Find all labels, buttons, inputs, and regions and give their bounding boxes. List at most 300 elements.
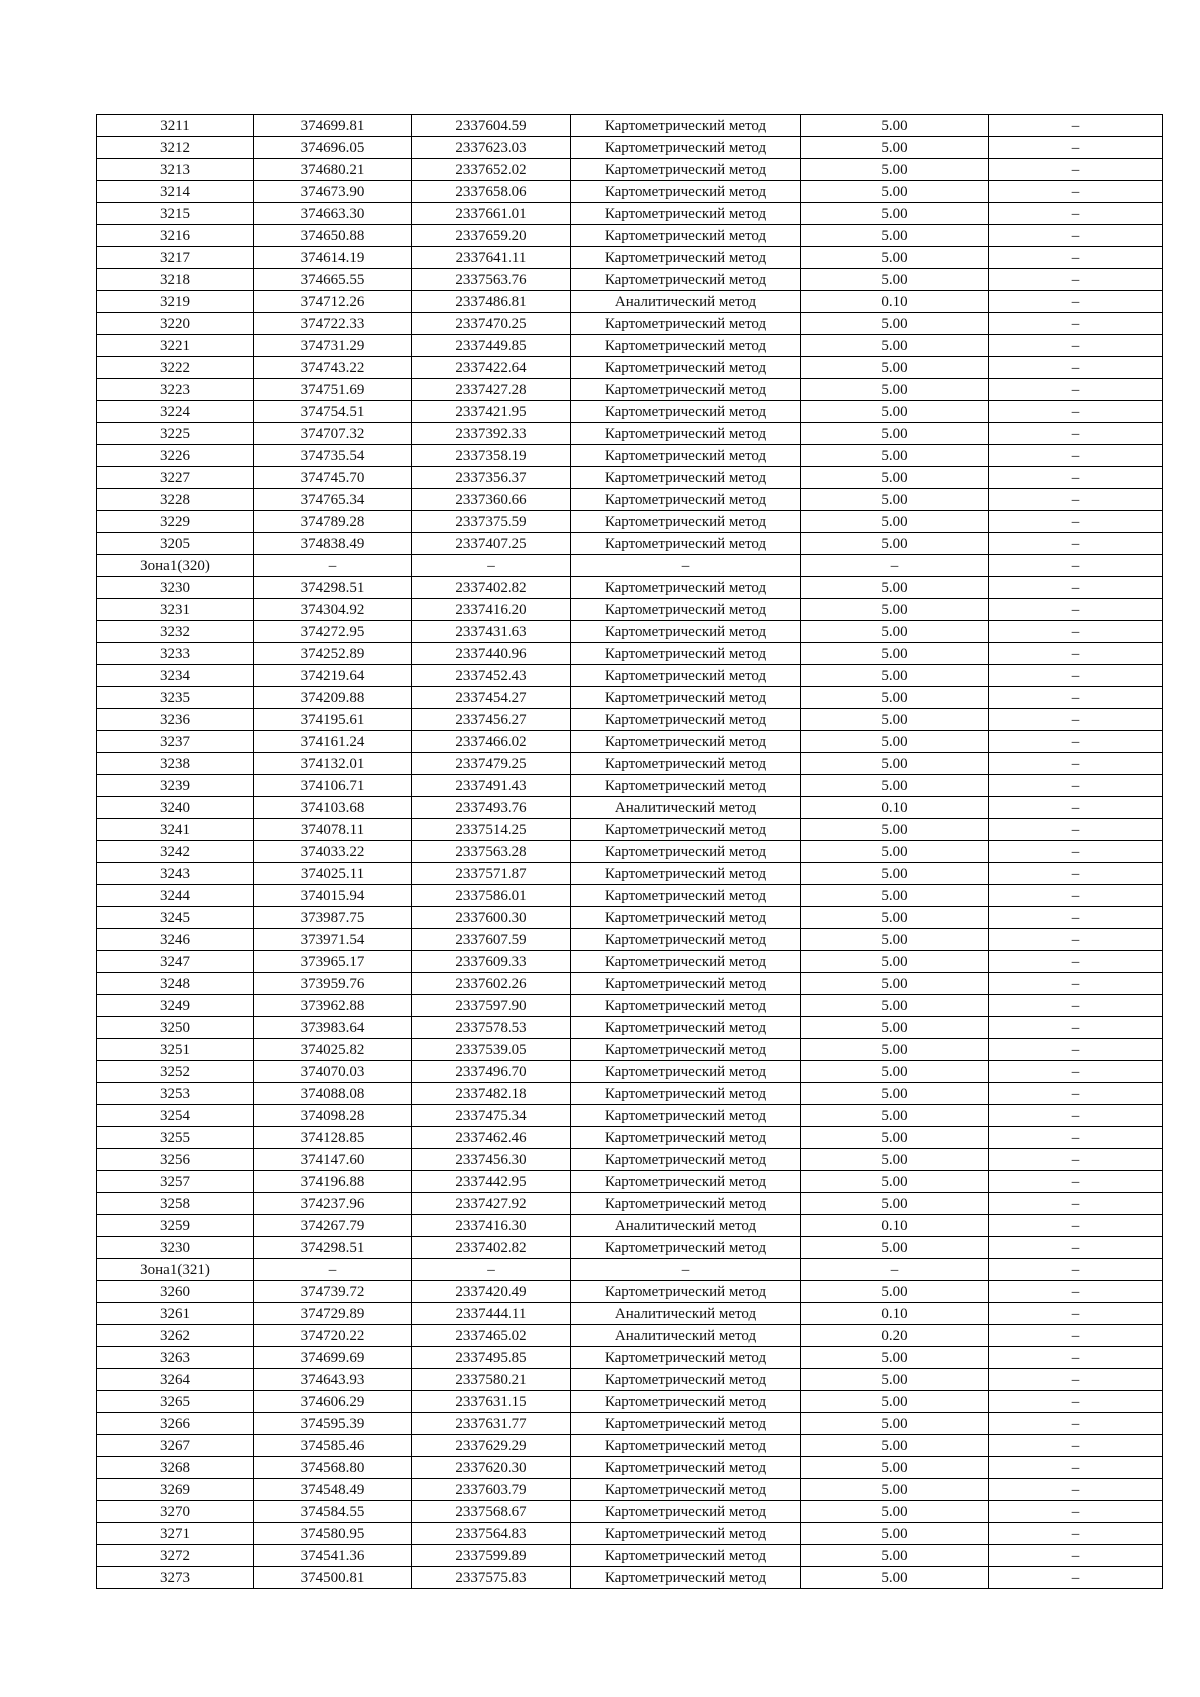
method-cell: Картометрический метод <box>571 1545 801 1567</box>
point-number-cell: 3205 <box>97 533 254 555</box>
x-coordinate-cell: 374584.55 <box>254 1501 412 1523</box>
point-number-cell: 3269 <box>97 1479 254 1501</box>
y-coordinate-cell: 2337607.59 <box>412 929 571 951</box>
y-coordinate-cell: 2337623.03 <box>412 137 571 159</box>
table-row <box>97 445 1163 467</box>
accuracy-cell: 5.00 <box>801 885 989 907</box>
table-row <box>97 1545 1163 1567</box>
x-coordinate-cell: 374729.89 <box>254 1303 412 1325</box>
x-coordinate-cell: 374745.70 <box>254 467 412 489</box>
x-coordinate-cell: 373962.88 <box>254 995 412 1017</box>
table-row <box>97 1369 1163 1391</box>
table-row <box>97 1149 1163 1171</box>
point-number-cell: 3225 <box>97 423 254 445</box>
description-cell: – <box>989 555 1163 577</box>
method-cell: Картометрический метод <box>571 1369 801 1391</box>
method-cell: Картометрический метод <box>571 1017 801 1039</box>
method-cell: Аналитический метод <box>571 797 801 819</box>
table-row <box>97 577 1163 599</box>
point-number-cell: 3249 <box>97 995 254 1017</box>
y-coordinate-cell: 2337482.18 <box>412 1083 571 1105</box>
method-cell: Картометрический метод <box>571 357 801 379</box>
table-row <box>97 1391 1163 1413</box>
table-row <box>97 599 1163 621</box>
y-coordinate-cell: 2337629.29 <box>412 1435 571 1457</box>
table-row <box>97 1171 1163 1193</box>
y-coordinate-cell: 2337360.66 <box>412 489 571 511</box>
method-cell: Картометрический метод <box>571 1237 801 1259</box>
y-coordinate-cell: 2337462.46 <box>412 1127 571 1149</box>
point-number-cell: 3259 <box>97 1215 254 1237</box>
x-coordinate-cell: 374751.69 <box>254 379 412 401</box>
method-cell: Картометрический метод <box>571 1457 801 1479</box>
y-coordinate-cell: 2337597.90 <box>412 995 571 1017</box>
table-row <box>97 1017 1163 1039</box>
accuracy-cell: 5.00 <box>801 203 989 225</box>
point-number-cell: 3217 <box>97 247 254 269</box>
point-number-cell: 3256 <box>97 1149 254 1171</box>
y-coordinate-cell: 2337599.89 <box>412 1545 571 1567</box>
description-cell: – <box>989 577 1163 599</box>
x-coordinate-cell: 374033.22 <box>254 841 412 863</box>
table-row <box>97 819 1163 841</box>
y-coordinate-cell: 2337470.25 <box>412 313 571 335</box>
accuracy-cell: 5.00 <box>801 819 989 841</box>
x-coordinate-cell: 374237.96 <box>254 1193 412 1215</box>
description-cell: – <box>989 181 1163 203</box>
x-coordinate-cell: 374088.08 <box>254 1083 412 1105</box>
x-coordinate-cell: 374665.55 <box>254 269 412 291</box>
accuracy-cell: 5.00 <box>801 247 989 269</box>
x-coordinate-cell: 374128.85 <box>254 1127 412 1149</box>
table-row <box>97 1325 1163 1347</box>
x-coordinate-cell: 374298.51 <box>254 1237 412 1259</box>
table-row <box>97 1457 1163 1479</box>
method-cell: Картометрический метод <box>571 225 801 247</box>
point-number-cell: 3213 <box>97 159 254 181</box>
description-cell: – <box>989 1171 1163 1193</box>
table-row <box>97 1215 1163 1237</box>
x-coordinate-cell: 374103.68 <box>254 797 412 819</box>
description-cell: – <box>989 841 1163 863</box>
accuracy-cell: 5.00 <box>801 775 989 797</box>
y-coordinate-cell: 2337631.15 <box>412 1391 571 1413</box>
method-cell: Картометрический метод <box>571 885 801 907</box>
description-cell: – <box>989 423 1163 445</box>
description-cell: – <box>989 269 1163 291</box>
point-number-cell: 3255 <box>97 1127 254 1149</box>
y-coordinate-cell: 2337427.28 <box>412 379 571 401</box>
accuracy-cell: 5.00 <box>801 181 989 203</box>
method-cell: Картометрический метод <box>571 137 801 159</box>
table-row <box>97 643 1163 665</box>
point-number-cell: 3245 <box>97 907 254 929</box>
description-cell: – <box>989 1347 1163 1369</box>
x-coordinate-cell: 374699.81 <box>254 115 412 137</box>
y-coordinate-cell: 2337356.37 <box>412 467 571 489</box>
table-row <box>97 379 1163 401</box>
description-cell: – <box>989 1413 1163 1435</box>
y-coordinate-cell: 2337563.76 <box>412 269 571 291</box>
accuracy-cell: 5.00 <box>801 1237 989 1259</box>
description-cell: – <box>989 1149 1163 1171</box>
point-number-cell: 3267 <box>97 1435 254 1457</box>
point-number-cell: Зона1(321) <box>97 1259 254 1281</box>
accuracy-cell: 5.00 <box>801 951 989 973</box>
y-coordinate-cell: 2337571.87 <box>412 863 571 885</box>
point-number-cell: 3219 <box>97 291 254 313</box>
x-coordinate-cell: 374147.60 <box>254 1149 412 1171</box>
accuracy-cell: 5.00 <box>801 621 989 643</box>
y-coordinate-cell: 2337444.11 <box>412 1303 571 1325</box>
accuracy-cell: – <box>801 1259 989 1281</box>
x-coordinate-cell: 374025.82 <box>254 1039 412 1061</box>
accuracy-cell: 5.00 <box>801 115 989 137</box>
accuracy-cell: – <box>801 555 989 577</box>
method-cell: Картометрический метод <box>571 269 801 291</box>
point-number-cell: 3235 <box>97 687 254 709</box>
description-cell: – <box>989 1325 1163 1347</box>
description-cell: – <box>989 1281 1163 1303</box>
accuracy-cell: 5.00 <box>801 1083 989 1105</box>
x-coordinate-cell: 374161.24 <box>254 731 412 753</box>
point-number-cell: 3265 <box>97 1391 254 1413</box>
y-coordinate-cell: 2337575.83 <box>412 1567 571 1589</box>
description-cell: – <box>989 995 1163 1017</box>
description-cell: – <box>989 159 1163 181</box>
point-number-cell: 3216 <box>97 225 254 247</box>
accuracy-cell: 5.00 <box>801 269 989 291</box>
point-number-cell: 3236 <box>97 709 254 731</box>
x-coordinate-cell: – <box>254 1259 412 1281</box>
point-number-cell: 3237 <box>97 731 254 753</box>
y-coordinate-cell: 2337604.59 <box>412 115 571 137</box>
method-cell: Картометрический метод <box>571 1413 801 1435</box>
y-coordinate-cell: 2337496.70 <box>412 1061 571 1083</box>
description-cell: – <box>989 1435 1163 1457</box>
y-coordinate-cell: 2337602.26 <box>412 973 571 995</box>
y-coordinate-cell: 2337431.63 <box>412 621 571 643</box>
x-coordinate-cell: 374304.92 <box>254 599 412 621</box>
y-coordinate-cell: 2337486.81 <box>412 291 571 313</box>
method-cell: Картометрический метод <box>571 1127 801 1149</box>
point-number-cell: 3270 <box>97 1501 254 1523</box>
method-cell: Картометрический метод <box>571 775 801 797</box>
method-cell: Картометрический метод <box>571 863 801 885</box>
x-coordinate-cell: 373971.54 <box>254 929 412 951</box>
description-cell: – <box>989 1215 1163 1237</box>
accuracy-cell: 5.00 <box>801 423 989 445</box>
point-number-cell: 3262 <box>97 1325 254 1347</box>
y-coordinate-cell: 2337420.49 <box>412 1281 571 1303</box>
x-coordinate-cell: 374673.90 <box>254 181 412 203</box>
y-coordinate-cell: 2337493.76 <box>412 797 571 819</box>
accuracy-cell: 5.00 <box>801 1501 989 1523</box>
accuracy-cell: 0.20 <box>801 1325 989 1347</box>
y-coordinate-cell: 2337652.02 <box>412 159 571 181</box>
method-cell: Картометрический метод <box>571 621 801 643</box>
accuracy-cell: 5.00 <box>801 401 989 423</box>
y-coordinate-cell: 2337603.79 <box>412 1479 571 1501</box>
point-number-cell: 3244 <box>97 885 254 907</box>
table-row <box>97 555 1163 577</box>
accuracy-cell: 5.00 <box>801 907 989 929</box>
method-cell: Картометрический метод <box>571 203 801 225</box>
x-coordinate-cell: 374663.30 <box>254 203 412 225</box>
method-cell: Картометрический метод <box>571 401 801 423</box>
table-row <box>97 181 1163 203</box>
point-number-cell: 3218 <box>97 269 254 291</box>
y-coordinate-cell: 2337658.06 <box>412 181 571 203</box>
accuracy-cell: 5.00 <box>801 1457 989 1479</box>
x-coordinate-cell: 374712.26 <box>254 291 412 313</box>
accuracy-cell: 5.00 <box>801 1127 989 1149</box>
y-coordinate-cell: 2337661.01 <box>412 203 571 225</box>
table-row <box>97 247 1163 269</box>
method-cell: Картометрический метод <box>571 1083 801 1105</box>
x-coordinate-cell: 374267.79 <box>254 1215 412 1237</box>
table-row <box>97 929 1163 951</box>
y-coordinate-cell: 2337578.53 <box>412 1017 571 1039</box>
y-coordinate-cell: 2337375.59 <box>412 511 571 533</box>
point-number-cell: 3220 <box>97 313 254 335</box>
accuracy-cell: 5.00 <box>801 1061 989 1083</box>
point-number-cell: 3211 <box>97 115 254 137</box>
y-coordinate-cell: 2337641.11 <box>412 247 571 269</box>
table-row <box>97 1435 1163 1457</box>
method-cell: Картометрический метод <box>571 1391 801 1413</box>
point-number-cell: 3215 <box>97 203 254 225</box>
description-cell: – <box>989 533 1163 555</box>
point-number-cell: 3253 <box>97 1083 254 1105</box>
x-coordinate-cell: 374219.64 <box>254 665 412 687</box>
accuracy-cell: 5.00 <box>801 445 989 467</box>
description-cell: – <box>989 599 1163 621</box>
accuracy-cell: 5.00 <box>801 643 989 665</box>
accuracy-cell: 5.00 <box>801 159 989 181</box>
table-row <box>97 1193 1163 1215</box>
table-row <box>97 951 1163 973</box>
accuracy-cell: 5.00 <box>801 709 989 731</box>
point-number-cell: 3250 <box>97 1017 254 1039</box>
point-number-cell: 3227 <box>97 467 254 489</box>
method-cell: Картометрический метод <box>571 973 801 995</box>
point-number-cell: 3221 <box>97 335 254 357</box>
accuracy-cell: 0.10 <box>801 797 989 819</box>
y-coordinate-cell: 2337442.95 <box>412 1171 571 1193</box>
description-cell: – <box>989 335 1163 357</box>
point-number-cell: 3238 <box>97 753 254 775</box>
x-coordinate-cell: 374789.28 <box>254 511 412 533</box>
table-row <box>97 423 1163 445</box>
table-row <box>97 269 1163 291</box>
method-cell: Картометрический метод <box>571 1435 801 1457</box>
x-coordinate-cell: 374585.46 <box>254 1435 412 1457</box>
table-row <box>97 467 1163 489</box>
x-coordinate-cell: 374722.33 <box>254 313 412 335</box>
point-number-cell: 3258 <box>97 1193 254 1215</box>
method-cell: Картометрический метод <box>571 115 801 137</box>
y-coordinate-cell: – <box>412 1259 571 1281</box>
description-cell: – <box>989 1391 1163 1413</box>
table-row <box>97 863 1163 885</box>
point-number-cell: 3272 <box>97 1545 254 1567</box>
accuracy-cell: 5.00 <box>801 973 989 995</box>
y-coordinate-cell: 2337466.02 <box>412 731 571 753</box>
table-row <box>97 291 1163 313</box>
x-coordinate-cell: 374580.95 <box>254 1523 412 1545</box>
method-cell: Картометрический метод <box>571 1567 801 1589</box>
description-cell: – <box>989 137 1163 159</box>
x-coordinate-cell: 374078.11 <box>254 819 412 841</box>
table-row <box>97 797 1163 819</box>
table-row <box>97 687 1163 709</box>
y-coordinate-cell: 2337416.30 <box>412 1215 571 1237</box>
table-row <box>97 357 1163 379</box>
description-cell: – <box>989 775 1163 797</box>
method-cell: Аналитический метод <box>571 1215 801 1237</box>
x-coordinate-cell: 374209.88 <box>254 687 412 709</box>
accuracy-cell: 5.00 <box>801 1567 989 1589</box>
description-cell: – <box>989 907 1163 929</box>
y-coordinate-cell: 2337407.25 <box>412 533 571 555</box>
method-cell: Картометрический метод <box>571 1149 801 1171</box>
x-coordinate-cell: 374720.22 <box>254 1325 412 1347</box>
method-cell: Картометрический метод <box>571 665 801 687</box>
x-coordinate-cell: 374252.89 <box>254 643 412 665</box>
description-cell: – <box>989 1017 1163 1039</box>
accuracy-cell: 5.00 <box>801 1281 989 1303</box>
x-coordinate-cell: 374298.51 <box>254 577 412 599</box>
description-cell: – <box>989 621 1163 643</box>
y-coordinate-cell: 2337421.95 <box>412 401 571 423</box>
x-coordinate-cell: 374696.05 <box>254 137 412 159</box>
table-row <box>97 1105 1163 1127</box>
y-coordinate-cell: 2337568.67 <box>412 1501 571 1523</box>
x-coordinate-cell: 374015.94 <box>254 885 412 907</box>
y-coordinate-cell: 2337564.83 <box>412 1523 571 1545</box>
description-cell: – <box>989 225 1163 247</box>
method-cell: – <box>571 555 801 577</box>
table-row <box>97 1237 1163 1259</box>
table-row <box>97 1567 1163 1589</box>
y-coordinate-cell: 2337563.28 <box>412 841 571 863</box>
description-cell: – <box>989 1545 1163 1567</box>
method-cell: Картометрический метод <box>571 951 801 973</box>
description-cell: – <box>989 401 1163 423</box>
description-cell: – <box>989 1567 1163 1589</box>
coordinates-table <box>96 114 1163 1589</box>
method-cell: Картометрический метод <box>571 1523 801 1545</box>
accuracy-cell: 5.00 <box>801 1105 989 1127</box>
accuracy-cell: 5.00 <box>801 489 989 511</box>
method-cell: Картометрический метод <box>571 1193 801 1215</box>
table-row <box>97 995 1163 1017</box>
description-cell: – <box>989 203 1163 225</box>
table-row <box>97 731 1163 753</box>
description-cell: – <box>989 1127 1163 1149</box>
point-number-cell: 3230 <box>97 577 254 599</box>
table-row <box>97 1501 1163 1523</box>
y-coordinate-cell: 2337609.33 <box>412 951 571 973</box>
point-number-cell: 3222 <box>97 357 254 379</box>
x-coordinate-cell: 373983.64 <box>254 1017 412 1039</box>
method-cell: Картометрический метод <box>571 511 801 533</box>
table-row <box>97 203 1163 225</box>
table-row <box>97 753 1163 775</box>
point-number-cell: 3260 <box>97 1281 254 1303</box>
description-cell: – <box>989 379 1163 401</box>
accuracy-cell: 5.00 <box>801 357 989 379</box>
method-cell: Картометрический метод <box>571 907 801 929</box>
accuracy-cell: 5.00 <box>801 1391 989 1413</box>
description-cell: – <box>989 819 1163 841</box>
table-row <box>97 533 1163 555</box>
table-row <box>97 1039 1163 1061</box>
method-cell: Картометрический метод <box>571 181 801 203</box>
point-number-cell: 3242 <box>97 841 254 863</box>
y-coordinate-cell: 2337600.30 <box>412 907 571 929</box>
accuracy-cell: 5.00 <box>801 731 989 753</box>
point-number-cell: 3252 <box>97 1061 254 1083</box>
x-coordinate-cell: 374735.54 <box>254 445 412 467</box>
method-cell: Картометрический метод <box>571 1501 801 1523</box>
x-coordinate-cell: 374739.72 <box>254 1281 412 1303</box>
point-number-cell: 3226 <box>97 445 254 467</box>
accuracy-cell: 5.00 <box>801 533 989 555</box>
method-cell: Картометрический метод <box>571 1039 801 1061</box>
y-coordinate-cell: 2337358.19 <box>412 445 571 467</box>
y-coordinate-cell: 2337427.92 <box>412 1193 571 1215</box>
point-number-cell: 3212 <box>97 137 254 159</box>
method-cell: Картометрический метод <box>571 335 801 357</box>
accuracy-cell: 5.00 <box>801 1413 989 1435</box>
description-cell: – <box>989 445 1163 467</box>
accuracy-cell: 5.00 <box>801 225 989 247</box>
description-cell: – <box>989 247 1163 269</box>
method-cell: Картометрический метод <box>571 379 801 401</box>
method-cell: Картометрический метод <box>571 1347 801 1369</box>
x-coordinate-cell: 374132.01 <box>254 753 412 775</box>
table-row <box>97 665 1163 687</box>
y-coordinate-cell: 2337454.27 <box>412 687 571 709</box>
method-cell: Картометрический метод <box>571 709 801 731</box>
method-cell: Аналитический метод <box>571 1303 801 1325</box>
description-cell: – <box>989 1501 1163 1523</box>
y-coordinate-cell: 2337456.30 <box>412 1149 571 1171</box>
y-coordinate-cell: 2337392.33 <box>412 423 571 445</box>
accuracy-cell: 5.00 <box>801 511 989 533</box>
coordinates-table-body <box>97 115 1163 1589</box>
description-cell: – <box>989 665 1163 687</box>
table-row <box>97 489 1163 511</box>
table-row <box>97 1127 1163 1149</box>
accuracy-cell: 5.00 <box>801 687 989 709</box>
x-coordinate-cell: 374025.11 <box>254 863 412 885</box>
x-coordinate-cell: 374707.32 <box>254 423 412 445</box>
method-cell: Картометрический метод <box>571 731 801 753</box>
point-number-cell: 3264 <box>97 1369 254 1391</box>
method-cell: Картометрический метод <box>571 1171 801 1193</box>
point-number-cell: Зона1(320) <box>97 555 254 577</box>
method-cell: Картометрический метод <box>571 313 801 335</box>
point-number-cell: 3266 <box>97 1413 254 1435</box>
point-number-cell: 3246 <box>97 929 254 951</box>
x-coordinate-cell: 374699.69 <box>254 1347 412 1369</box>
table-row <box>97 885 1163 907</box>
method-cell: Картометрический метод <box>571 929 801 951</box>
table-row <box>97 1083 1163 1105</box>
